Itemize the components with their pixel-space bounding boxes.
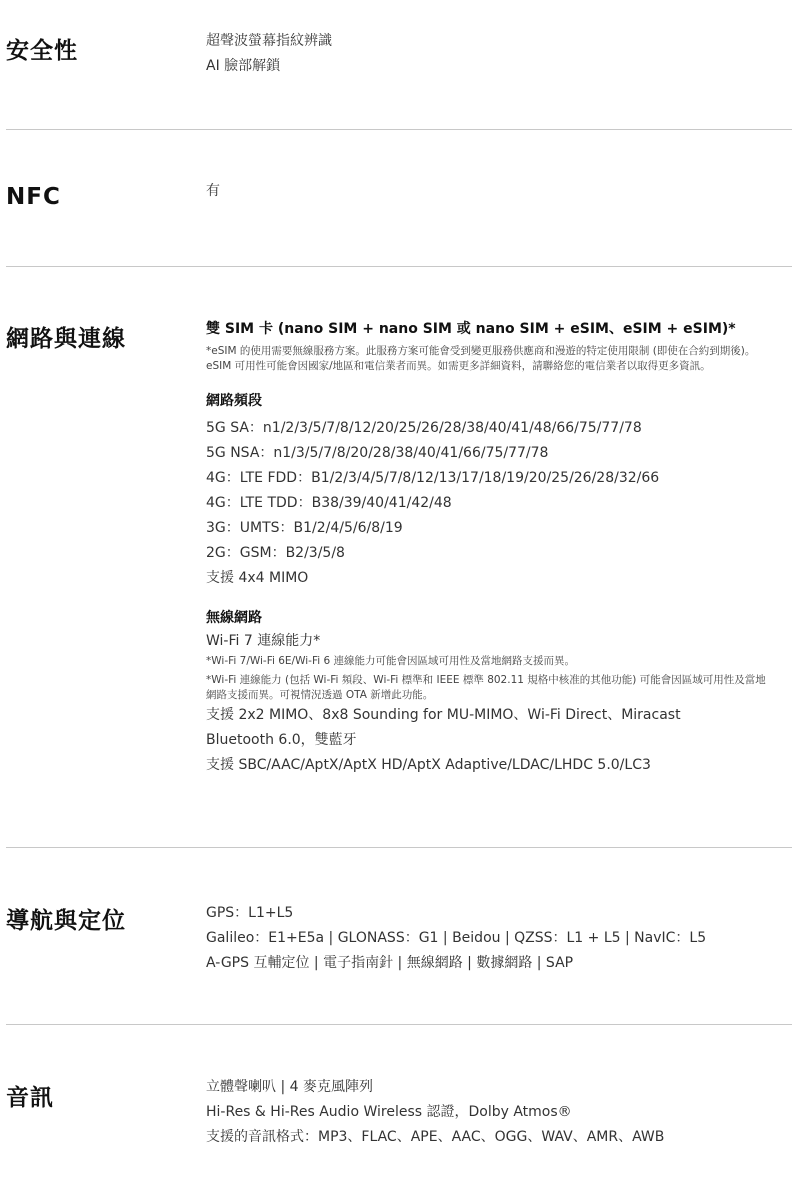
spec-line: 超聲波螢幕指紋辨識 <box>206 33 332 49</box>
section-title-navigation: 導航與定位 <box>6 908 126 934</box>
navigation-content <box>206 901 766 976</box>
section-security <box>0 0 792 130</box>
wireless-line: 支援 2x2 MIMO、8x8 Sounding for MU-MIMO、Wi-Fi Direct、Miracast <box>206 707 681 723</box>
wifi-note: *Wi-Fi 連線能力 (包括 Wi-Fi 頻段、Wi-Fi 標準和 IEEE 標準 802.11 規格中核准的其他功能) 可能會因區域可用性及當地網路支援而異。可視情況透過 OTA 新增此功能。 <box>206 674 766 701</box>
band-line: 3G：UMTS：B1/2/4/5/6/8/19 <box>206 520 403 536</box>
band-line: 5G SA：n1/2/3/5/7/8/12/20/25/26/28/38/40/41/48/66/75/77/78 <box>206 420 642 436</box>
spec-line: 支援的音訊格式：MP3、FLAC、APE、AAC、OGG、WAV、AMR、AWB <box>206 1129 665 1145</box>
section-navigation <box>0 848 792 1024</box>
section-title-nfc: NFC <box>6 184 61 210</box>
wifi-note: *Wi-Fi 7/Wi-Fi 6E/Wi-Fi 6 連線能力可能會因區域可用性及當地網路支援而異。 <box>206 655 576 667</box>
wireless-line: Bluetooth 6.0，雙藍牙 <box>206 732 357 748</box>
band-line: 5G NSA：n1/3/5/7/8/20/28/38/40/41/66/75/77/78 <box>206 445 549 461</box>
section-title-audio: 音訊 <box>6 1085 54 1111</box>
section-audio <box>0 1025 792 1185</box>
sim-heading: 雙 SIM 卡 (nano SIM + nano SIM 或 nano SIM + eSIM、eSIM + eSIM)* <box>206 321 736 337</box>
spec-line: Hi-Res & Hi-Res Audio Wireless 認證，Dolby Atmos® <box>206 1104 572 1120</box>
spec-line: 有 <box>206 183 220 199</box>
band-line: 4G：LTE FDD：B1/2/3/4/5/7/8/12/13/17/18/19/20/25/26/28/32/66 <box>206 470 660 486</box>
bands-heading: 網路頻段 <box>206 393 262 409</box>
sim-note: *eSIM 的使用需要無線服務方案。此服務方案可能會受到變更服務供應商和漫遊的特定使用限制 (即使在合約到期後)。eSIM 可用性可能會因國家/地區和電信業者而異。如需更多詳細資料，請聯絡您的電信業者以取得更多資訊。 <box>206 345 756 372</box>
spec-line: Galileo：E1+E5a | GLONASS：G1 | Beidou | QZSS：L1 + L5 | NavIC：L5 <box>206 930 707 946</box>
wireless-heading: 無線網路 <box>206 610 262 626</box>
section-nfc <box>0 130 792 266</box>
wireless-line: 支援 SBC/AAC/AptX/AptX HD/AptX Adaptive/LDAC/LHDC 5.0/LC3 <box>206 757 651 773</box>
section-title-security: 安全性 <box>6 38 78 64</box>
band-line: 2G：GSM：B2/3/5/8 <box>206 545 345 561</box>
section-network <box>0 267 792 847</box>
band-line: 4G：LTE TDD：B38/39/40/41/42/48 <box>206 495 452 511</box>
wifi-line: Wi-Fi 7 連線能力* <box>206 633 321 649</box>
band-line: 支援 4x4 MIMO <box>206 570 309 586</box>
nfc-content <box>206 179 766 204</box>
spec-line: AI 臉部解鎖 <box>206 58 281 74</box>
audio-content <box>206 1075 766 1150</box>
spec-line: GPS：L1+L5 <box>206 905 294 921</box>
section-title-network: 網路與連線 <box>6 326 126 352</box>
spec-line: 立體聲喇叭 | 4 麥克風陣列 <box>206 1079 373 1095</box>
network-content <box>206 318 766 778</box>
spec-line: A-GPS 互輔定位 | 電子指南針 | 無線網路 | 數據網路 | SAP <box>206 955 574 971</box>
security-content <box>206 29 766 79</box>
